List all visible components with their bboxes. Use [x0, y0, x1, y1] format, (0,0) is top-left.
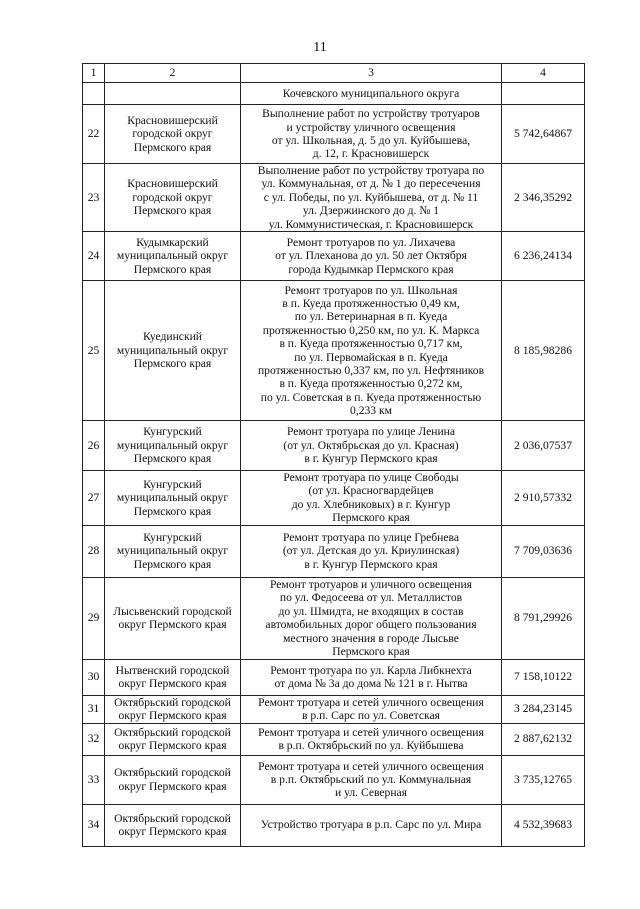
- continuation-text: Кочевского муниципального округа: [241, 83, 502, 105]
- description-line: Пермского края: [332, 644, 410, 658]
- description-line: и устройству уличного освещения: [286, 120, 456, 134]
- description-line: Ремонт тротуаров и уличного освещения: [269, 577, 473, 591]
- description-cell: [241, 164, 502, 232]
- description-line: в г. Кунгур Пермского края: [304, 452, 438, 466]
- description-line: в г. Кунгур Пермского края: [304, 557, 438, 571]
- description-line: Ремонт тротуара по улице Ленина: [286, 425, 456, 439]
- description-line: протяженностью 0,250 км, по ул. К. Маркса: [262, 323, 480, 337]
- amount-cell: 8 185,98286: [502, 281, 585, 421]
- municipality-line: Красновишерский: [127, 113, 218, 127]
- municipality-cell: [105, 695, 241, 723]
- table-row: [83, 695, 585, 723]
- amount-cell: 7 709,03636: [502, 525, 585, 577]
- row-number: 28: [83, 525, 105, 577]
- description-line: и ул. Северная: [334, 786, 408, 800]
- municipality-line: Пермского края: [133, 204, 212, 218]
- municipality-line: муниципальный округ: [116, 544, 229, 558]
- amount-cell: 2 346,35292: [502, 164, 585, 232]
- description-cell: [241, 525, 502, 577]
- description-line: по ул. Советская в п. Куеда протяженностью: [260, 390, 482, 404]
- description-cell: [241, 695, 502, 723]
- description-line: Ремонт тротуара и сетей уличного освещения: [258, 759, 484, 773]
- amount-cell: 6 236,24134: [502, 232, 585, 281]
- description-line: от ул. Школьная, д. 5 до ул. Куйбышева,: [271, 134, 471, 147]
- description-line: в р.п. Октябрьский по ул. Куйбышева: [278, 739, 464, 753]
- table-row: [83, 723, 585, 755]
- column-header-2: 2: [105, 64, 241, 83]
- municipality-line: Красновишерский: [127, 177, 218, 191]
- row-number: 23: [83, 164, 105, 232]
- description-cell: [241, 281, 502, 421]
- amount-cell: 5 742,64867: [502, 105, 585, 164]
- funding-table: [82, 63, 585, 847]
- description-line: местного значения в городе Лысьве: [283, 631, 459, 645]
- row-number: 30: [83, 659, 105, 695]
- description-line: (от ул. Красногвардейцев: [308, 484, 434, 498]
- municipality-cell: [105, 105, 241, 164]
- municipality-line: округ Пермского края: [118, 618, 227, 632]
- row-number: 31: [83, 695, 105, 723]
- column-header-3: 3: [241, 64, 502, 83]
- municipality-cell: [105, 232, 241, 281]
- description-cell: [241, 232, 502, 281]
- table-row: [83, 471, 585, 526]
- description-line: (от ул. Детская до ул. Криулинская): [282, 544, 460, 558]
- municipality-line: Пермского края: [133, 504, 212, 518]
- description-line: города Кудымкар Пермского края: [288, 262, 454, 276]
- municipality-line: Лысьвенский городской: [113, 604, 232, 618]
- municipality-line: городской округ: [132, 190, 213, 204]
- municipality-line: округ Пермского края: [118, 779, 227, 793]
- municipality-cell: [105, 421, 241, 471]
- description-line: автомобильных дорог общего пользования: [265, 618, 477, 632]
- municipality-line: Октябрьский городской: [114, 766, 231, 780]
- table-body: [83, 83, 585, 847]
- municipality-line: округ Пермского края: [118, 825, 227, 839]
- municipality-line: Кунгурский: [143, 477, 202, 491]
- description-line: Ремонт тротуаров по ул. Школьная: [284, 283, 458, 297]
- row-number: 26: [83, 421, 105, 471]
- amount-cell: 4 532,39683: [502, 804, 585, 846]
- row-number: 22: [83, 105, 105, 164]
- municipality-line: Октябрьский городской: [114, 725, 231, 739]
- municipality-cell: [105, 525, 241, 577]
- description-cell: [241, 659, 502, 695]
- description-line: по ул. Ветеринарная в п. Куеда: [294, 310, 448, 324]
- description-line: в п. Куеда протяженностью 0,49 км,: [282, 296, 460, 310]
- description-line: по ул. Первомайская в п. Куеда: [294, 350, 448, 364]
- description-line: Пермского края: [332, 511, 410, 525]
- municipality-line: Кунгурский: [143, 425, 202, 439]
- description-line: от дома № 3а до дома № 121 в г. Нытва: [274, 677, 468, 691]
- description-cell: [241, 421, 502, 471]
- municipality-cell: [105, 659, 241, 695]
- description-line: ул. Коммунальная, от д. № 1 до пересечения: [261, 177, 481, 191]
- page-number: 11: [313, 40, 327, 55]
- municipality-line: округ Пермского края: [118, 677, 227, 691]
- row-number: 25: [83, 281, 105, 421]
- table-row: [83, 804, 585, 846]
- description-line: Ремонт тротуара по улице Свободы: [283, 471, 459, 485]
- description-line: Ремонт тротуара по улице Гребнева: [283, 531, 459, 545]
- continuation-row: [83, 83, 585, 105]
- row-number: 27: [83, 471, 105, 526]
- description-cell: [241, 471, 502, 526]
- municipality-cell: [105, 577, 241, 659]
- description-line: в р.п. Октябрьский по ул. Коммунальная: [270, 772, 472, 786]
- municipality-line: Пермского края: [133, 262, 212, 276]
- municipality-line: Пермского края: [133, 557, 212, 571]
- description-line: Ремонт тротуаров по ул. Лихачева: [286, 235, 456, 249]
- description-cell: [241, 755, 502, 804]
- amount-cell: 3 735,12765: [502, 755, 585, 804]
- description-line: ул. Коммунистическая, г. Красновишерск: [268, 217, 474, 231]
- table-row: [83, 755, 585, 804]
- amount-cell: 7 158,10122: [502, 659, 585, 695]
- municipality-line: Куединский: [143, 330, 202, 344]
- description-line: (от ул. Октябрьская до ул. Красная): [283, 438, 459, 452]
- column-header-1: 1: [83, 64, 105, 83]
- description-line: в п. Куеда протяженностью 0,272 км,: [279, 377, 463, 391]
- municipality-line: Пермского края: [133, 140, 212, 154]
- description-line: Ремонт тротуара по ул. Карла Либкнехта: [270, 663, 472, 677]
- amount-cell: 2 887,62132: [502, 723, 585, 755]
- continuation-cell-2: [105, 83, 241, 105]
- table-row: [83, 164, 585, 232]
- table-row: [83, 659, 585, 695]
- municipality-line: Пермского края: [133, 452, 212, 466]
- description-line: в п. Куеда протяженностью 0,717 км,: [279, 337, 463, 351]
- municipality-cell: [105, 804, 241, 846]
- table-row: [83, 577, 585, 659]
- continuation-cell-4: [502, 83, 585, 105]
- continuation-cell-1: [83, 83, 105, 105]
- description-line: Выполнение работ по устройству тротуаров: [262, 107, 480, 121]
- description-cell: [241, 105, 502, 164]
- description-line: протяженностью 0,337 км, по ул. Нефтяников: [257, 363, 485, 377]
- description-line: Ремонт тротуара и сетей уличного освещения: [258, 695, 484, 709]
- description-line: в р.п. Сарс по ул. Советская: [302, 709, 440, 723]
- row-number: 34: [83, 804, 105, 846]
- description-cell: [241, 804, 502, 846]
- municipality-line: Кунгурский: [143, 531, 202, 545]
- municipality-line: муниципальный округ: [116, 491, 229, 505]
- description-line: до ул. Шмидта, не входящих в состав: [278, 604, 464, 618]
- municipality-line: Октябрьский городской: [114, 811, 231, 825]
- municipality-line: округ Пермского края: [118, 739, 227, 753]
- description-line: с ул. Победы, по ул. Куйбышева, от д. № 11: [263, 190, 479, 204]
- table-row: [83, 105, 585, 164]
- municipality-cell: [105, 164, 241, 232]
- amount-cell: 2 910,57332: [502, 471, 585, 526]
- description-line: от ул. Плеханова до ул. 50 лет Октября: [275, 249, 467, 263]
- table-row: [83, 525, 585, 577]
- municipality-cell: [105, 723, 241, 755]
- municipality-line: городской округ: [132, 127, 213, 141]
- description-line: до ул. Хлебниковых) в г. Кунгур: [291, 497, 451, 511]
- description-line: Устройство тротуара в р.п. Сарс по ул. Мира: [260, 818, 482, 832]
- description-cell: [241, 577, 502, 659]
- column-header-4: 4: [502, 64, 585, 83]
- municipality-line: Нытвенский городской: [115, 663, 230, 677]
- row-number: 33: [83, 755, 105, 804]
- description-line: Ремонт тротуара и сетей уличного освещения: [258, 725, 484, 739]
- description-line: ул. Дзержинского до д. № 1: [302, 204, 440, 218]
- amount-cell: 2 036,07537: [502, 421, 585, 471]
- amount-cell: 8 791,29926: [502, 577, 585, 659]
- amount-cell: 3 284,23145: [502, 695, 585, 723]
- description-line: 0,233 км: [350, 404, 392, 418]
- table-row: [83, 281, 585, 421]
- description-line: по ул. Федосеева от ул. Металлистов: [279, 591, 463, 605]
- municipality-line: Кудымкарский: [136, 235, 209, 249]
- description-cell: [241, 723, 502, 755]
- description-line: Выполнение работ по устройству тротуара по: [257, 164, 485, 177]
- municipality-cell: [105, 471, 241, 526]
- municipality-line: муниципальный округ: [116, 249, 229, 263]
- table-row: [83, 232, 585, 281]
- row-number: 24: [83, 232, 105, 281]
- municipality-line: муниципальный округ: [116, 438, 229, 452]
- table-row: [83, 421, 585, 471]
- description-line: д. 12, г. Красновишерск: [312, 147, 430, 161]
- header-row: [83, 64, 585, 83]
- municipality-cell: [105, 755, 241, 804]
- municipality-line: Пермского края: [133, 357, 212, 371]
- municipality-cell: [105, 281, 241, 421]
- municipality-line: муниципальный округ: [116, 343, 229, 357]
- row-number: 29: [83, 577, 105, 659]
- row-number: 32: [83, 723, 105, 755]
- municipality-line: округ Пермского края: [118, 709, 227, 723]
- municipality-line: Октябрьский городской: [114, 695, 231, 709]
